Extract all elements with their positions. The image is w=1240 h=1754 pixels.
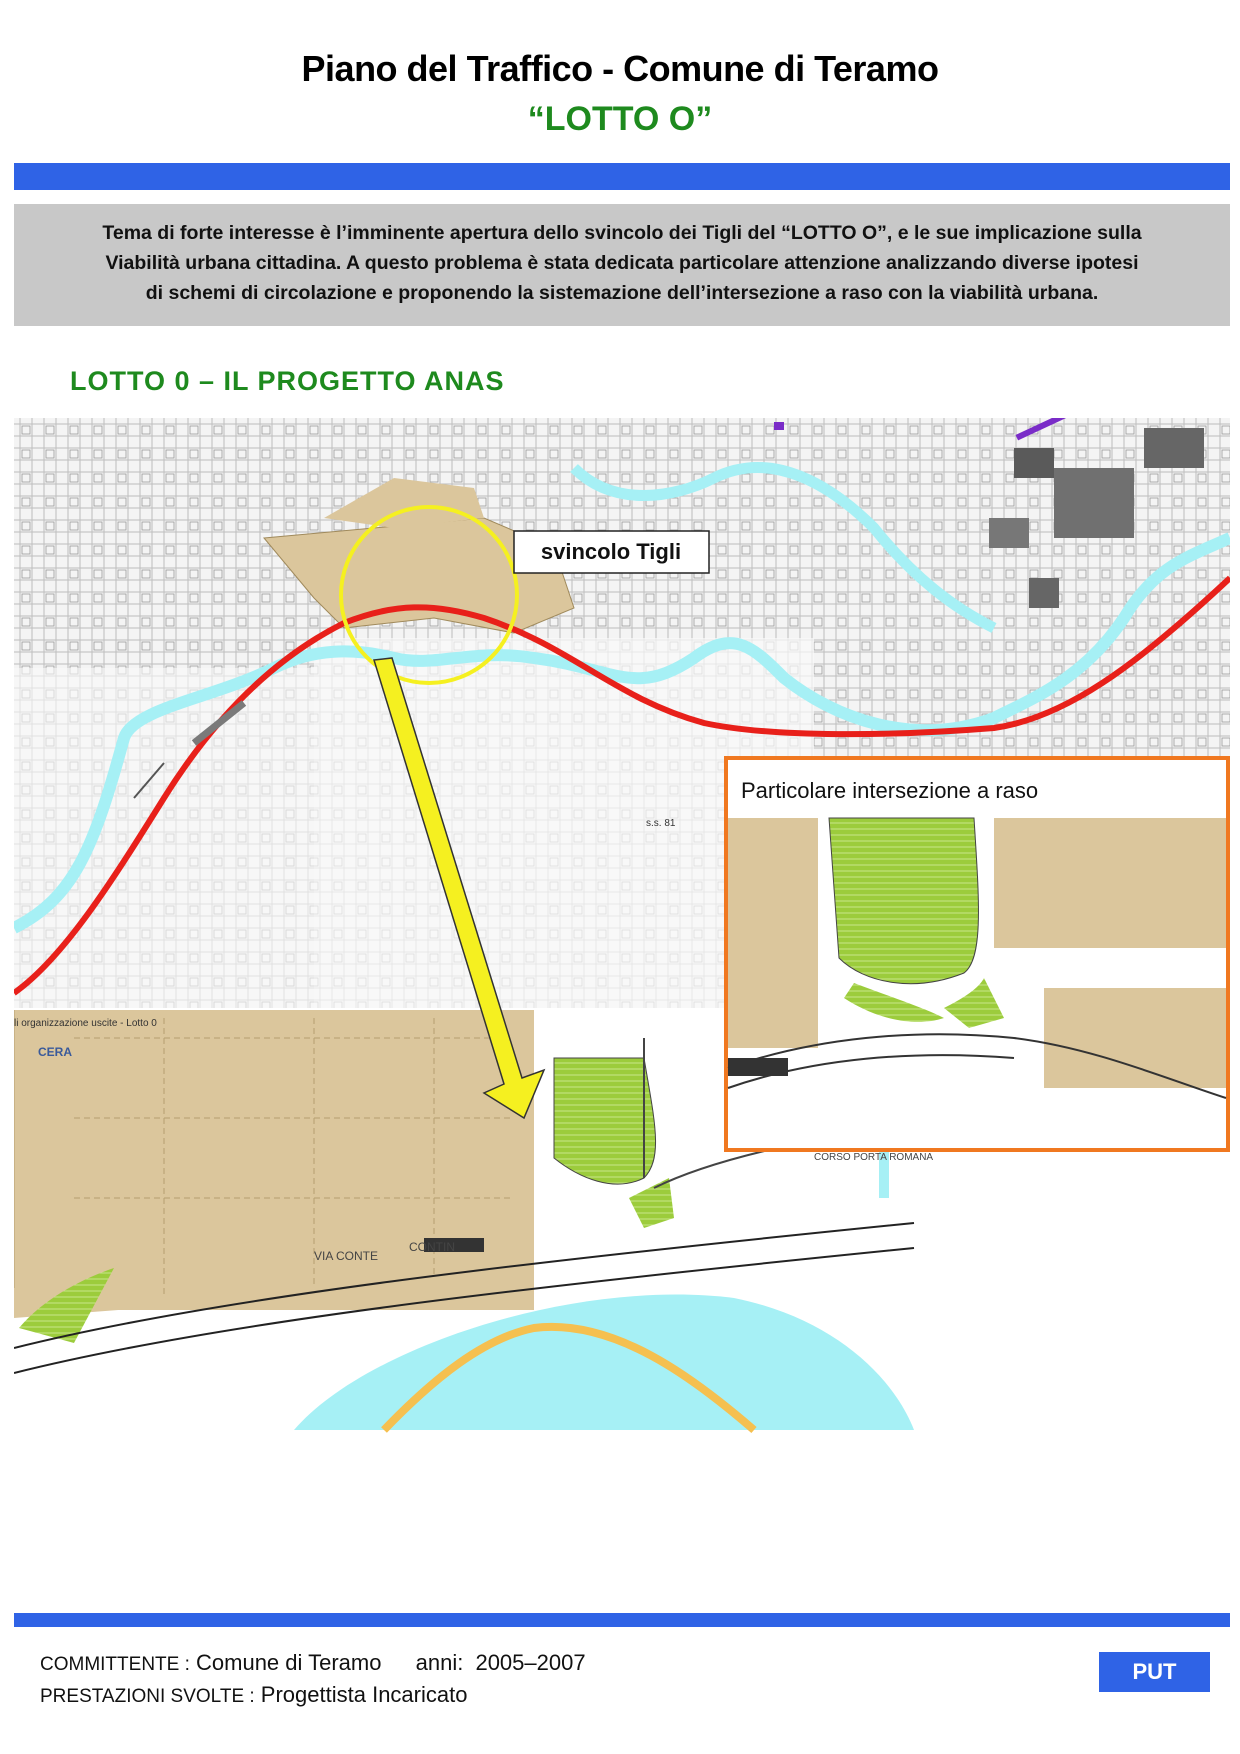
bottom-divider-bar	[14, 1613, 1230, 1627]
road-label: s.s. 81	[646, 818, 676, 829]
committente-value: Comune di Teramo	[196, 1650, 382, 1675]
street-corso: CORSO PORTA ROMANA	[814, 1152, 934, 1163]
street-via-conte: VIA CONTE	[314, 1249, 379, 1263]
inset-title: Particolare intersezione a raso	[741, 778, 1039, 803]
footer-prestazioni	[40, 1682, 467, 1708]
prestazioni-label: PRESTAZIONI SVOLTE :	[40, 1686, 255, 1707]
callout-svincolo-tigli: svincolo Tigli	[540, 539, 682, 564]
intro-line: di schemi di circolazione e proponendo la sistemazione dell’intersezione a raso con la viabilità urbana.	[145, 282, 1099, 304]
anni-label: anni:	[415, 1650, 464, 1675]
top-divider-bar	[14, 163, 1230, 190]
street-contin: CONTIN	[409, 1240, 455, 1254]
section-title: LOTTO 0 – IL PROGETTO ANAS	[70, 366, 505, 396]
inset-panel	[726, 758, 1228, 1150]
intro-text	[54, 218, 1190, 308]
detail-header: li organizzazione uscite - Lotto 0	[14, 1018, 157, 1029]
footer-committente	[40, 1650, 586, 1676]
map-figure	[14, 418, 1230, 1610]
anni-value: 2005–2007	[475, 1650, 586, 1675]
intro-box	[14, 204, 1230, 326]
detail-logo: CERA	[38, 1045, 73, 1059]
intro-line: Viabilità urbana cittadina. A questo problema è stata dedicata particolare attenzione analizzando diverse ipotesi	[105, 252, 1139, 274]
intro-line: Tema di forte interesse è l’imminente apertura dello svincolo dei Tigli del “LOTTO O”, e le sue implicazione sulla	[102, 222, 1142, 244]
put-badge: PUT	[1099, 1652, 1210, 1692]
page-subtitle: “LOTTO O”	[527, 100, 713, 138]
page-title: Piano del Traffico - Comune di Teramo	[301, 48, 939, 89]
committente-label: COMMITTENTE :	[40, 1654, 190, 1675]
prestazioni-value: Progettista Incaricato	[260, 1682, 468, 1707]
